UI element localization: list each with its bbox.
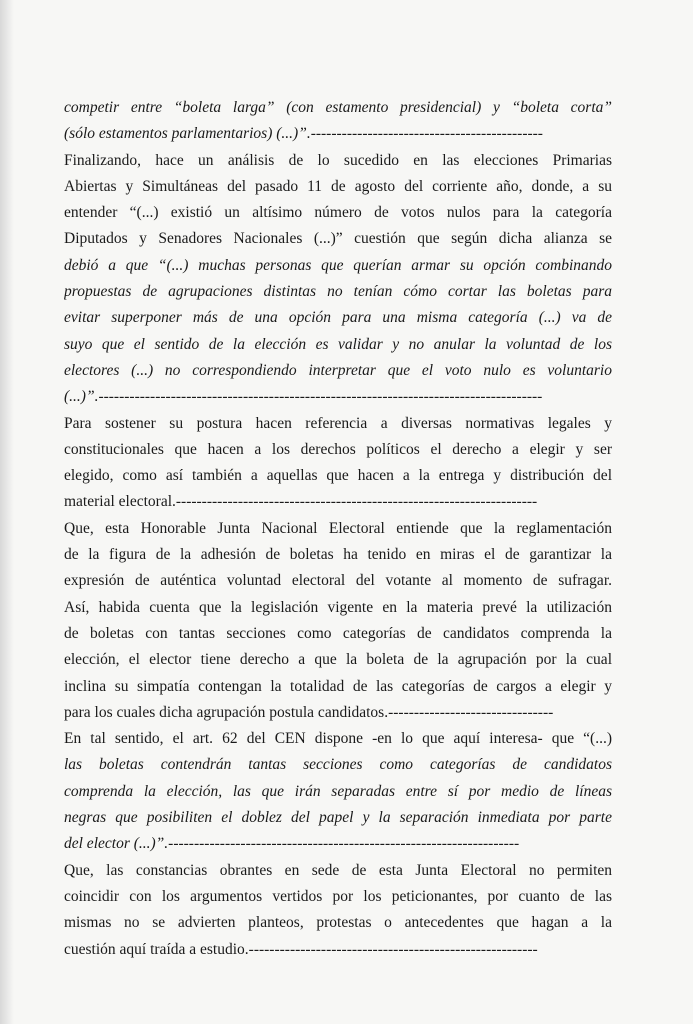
text-line: (sólo estamentos parlamentarios) (...)”.--------------------------------------------- — [64, 125, 543, 143]
text-line: En tal sentido, el art. 62 del CEN dispone -en lo que aquí interesa- que “(...) — [64, 730, 612, 748]
text-line: constitucionales que hacen a los derechos políticos el derecho a elegir y ser — [64, 440, 612, 458]
paragraph-boletas — [64, 95, 612, 148]
text-line: del elector (...)”.-------------------------------------------------------------------- — [64, 835, 520, 853]
text-line: electores (...) no correspondiendo interpretar que el voto nulo es voluntario — [64, 361, 612, 379]
text-line: evitar superponer más de una opción para una misma categoría (...) va de — [64, 309, 612, 327]
text-line: elegido, como así también a aquellas que hacen a la entrega y distribución del — [64, 467, 612, 485]
text-line: las boletas contendrán tantas secciones como categorías de candidatos — [64, 756, 612, 774]
text-line: negras que posibiliten el doblez del papel y la separación inmediata por parte — [64, 809, 612, 827]
paragraph-postura — [64, 411, 612, 516]
text-line: comprenda la elección, las que irán separadas entre sí por medio de líneas — [64, 782, 612, 800]
text-line: cuestión aquí traída a estudio.-------------------------------------------------------- — [64, 940, 538, 958]
text-line: (...)”.-------------------------------------------------------------------------------------- — [64, 388, 543, 406]
text-line: inclina su simpatía contengan la totalidad de las categorías de cargos a elegir y — [64, 677, 612, 695]
text-line: expresión de auténtica voluntad electoral del votante al momento de sufragar. — [64, 572, 612, 590]
text-line: suyo que el sentido de la elección es validar y no anular la voluntad de los — [64, 335, 612, 353]
text-line: Diputados y Senadores Nacionales (...)” cuestión que según dicha alianza se — [64, 230, 612, 248]
text-line: de boletas con tantas secciones como categorías de candidatos comprenda la — [64, 624, 612, 642]
text-line: Abiertas y Simultáneas del pasado 11 de agosto del corriente año, donde, a su — [64, 177, 612, 195]
text-line: Para sostener su postura hacen referencia a diversas normativas legales y — [64, 414, 612, 432]
text-line: Que, esta Honorable Junta Nacional Electoral entiende que la reglamentación — [64, 519, 612, 537]
text-line: de la figura de la adhesión de boletas ha tenido en miras el de garantizar la — [64, 546, 612, 564]
text-line: elección, el elector tiene derecho a que la boleta de la agrupación por la cual — [64, 651, 612, 669]
paragraph-junta — [64, 516, 612, 726]
text-line: para los cuales dicha agrupación postula candidatos.-------------------------------- — [64, 703, 554, 721]
text-line: coincidir con los argumentos vertidos por los peticionantes, por cuanto de las — [64, 887, 612, 905]
text-line: mismas no se advierten planteos, protestas o antecedentes que hagan a la — [64, 914, 612, 932]
text-line: entender “(...) existió un altísimo número de votos nulos para la categoría — [64, 204, 612, 222]
text-line: Finalizando, hace un análisis de lo sucedido en las elecciones Primarias — [64, 151, 612, 169]
text-line: competir entre “boleta larga” (con estamento presidencial) y “boleta corta” — [64, 99, 612, 116]
page-edge-shadow — [0, 0, 14, 1024]
text-line: propuestas de agrupaciones distintas no tenían cómo cortar las boletas para — [64, 283, 612, 301]
text-line: Así, habida cuenta que la legislación vigente en la materia prevé la utilización — [64, 598, 612, 616]
paragraph-constancias — [64, 858, 612, 963]
paragraph-finalizando — [64, 148, 612, 411]
text-line: debió a que “(...) muchas personas que querían armar su opción combinando — [64, 256, 612, 274]
paragraph-art62 — [64, 726, 612, 857]
text-line: material electoral.---------------------------------------------------------------------- — [64, 493, 538, 511]
document-body — [64, 95, 612, 963]
text-line: Que, las constancias obrantes en sede de esta Junta Electoral no permiten — [64, 861, 612, 879]
